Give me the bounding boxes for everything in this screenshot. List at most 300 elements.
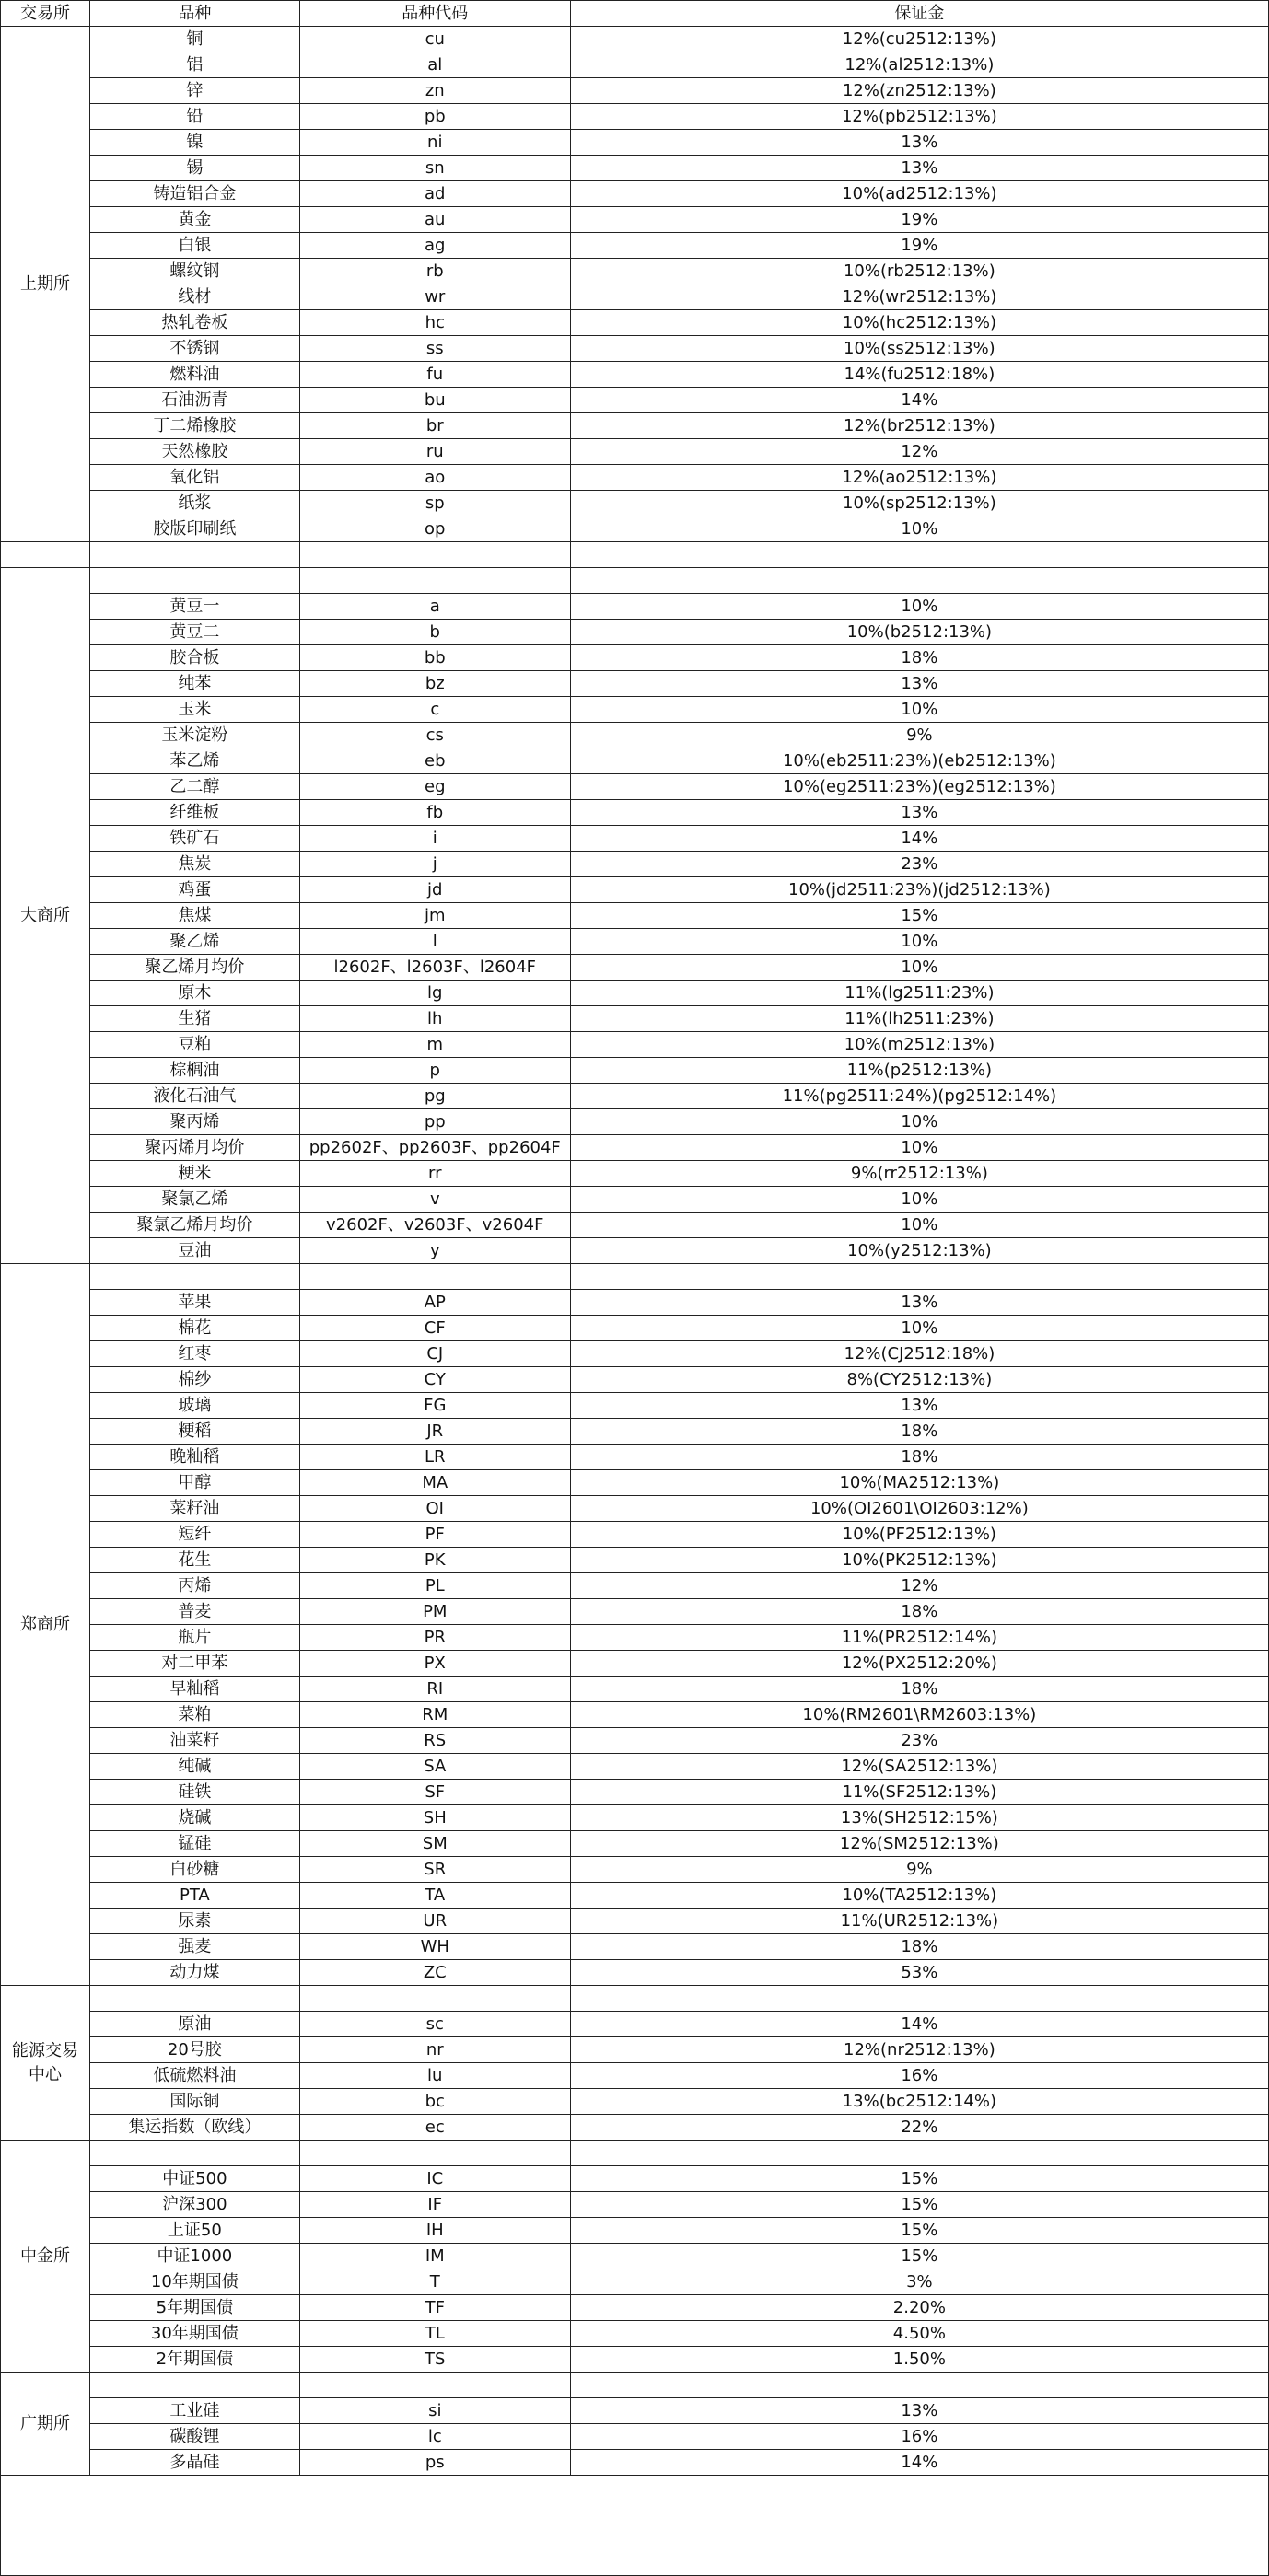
variety-cell: 天然橡胶: [89, 439, 299, 465]
code-cell: ps: [299, 2450, 570, 2476]
table-row: [1, 156, 1269, 181]
code-cell: b: [299, 620, 570, 645]
margin-cell: 13%: [570, 130, 1268, 156]
margin-cell: 11%(PR2512:14%): [570, 1625, 1268, 1651]
code-cell: IC: [299, 2166, 570, 2192]
empty-cell: [570, 2141, 1268, 2166]
code-cell: nr: [299, 2037, 570, 2063]
table-row: [1, 697, 1269, 723]
table-row: [1, 1883, 1269, 1909]
margin-cell: 8%(CY2512:13%): [570, 1367, 1268, 1393]
code-cell: TS: [299, 2347, 570, 2373]
code-cell: au: [299, 207, 570, 233]
margin-cell: 10%: [570, 929, 1268, 955]
variety-cell: 液化石油气: [89, 1084, 299, 1109]
margin-cell: 14%: [570, 2012, 1268, 2037]
empty-cell: [89, 1264, 299, 1290]
variety-cell: 烧碱: [89, 1805, 299, 1831]
margin-cell: 13%(bc2512:14%): [570, 2089, 1268, 2115]
table-row: [1, 1625, 1269, 1651]
code-cell: fu: [299, 362, 570, 388]
table-row: [1, 1084, 1269, 1109]
margin-cell: 11%(p2512:13%): [570, 1058, 1268, 1084]
exchange-cell: 广期所: [1, 2373, 90, 2476]
code-cell: PL: [299, 1573, 570, 1599]
variety-cell: 热轧卷板: [89, 310, 299, 336]
margin-cell: 9%: [570, 723, 1268, 748]
code-cell: IF: [299, 2192, 570, 2218]
code-cell: UR: [299, 1909, 570, 1934]
margin-cell: 12%(wr2512:13%): [570, 284, 1268, 310]
table-row: [1, 233, 1269, 259]
variety-cell: 燃料油: [89, 362, 299, 388]
table-row: [1, 1367, 1269, 1393]
table-row: [1, 2089, 1269, 2115]
variety-cell: 上证50: [89, 2218, 299, 2244]
variety-cell: 菜籽油: [89, 1496, 299, 1522]
margin-cell: 11%(UR2512:13%): [570, 1909, 1268, 1934]
code-cell: RM: [299, 1702, 570, 1728]
code-cell: PR: [299, 1625, 570, 1651]
variety-cell: 焦炭: [89, 852, 299, 877]
variety-cell: 聚乙烯: [89, 929, 299, 955]
variety-cell: 白砂糖: [89, 1857, 299, 1883]
variety-cell: 对二甲苯: [89, 1651, 299, 1677]
variety-cell: 豆油: [89, 1238, 299, 1264]
table-row: [1, 1677, 1269, 1702]
table-row: [1, 491, 1269, 516]
table-row: [1, 104, 1269, 130]
code-cell: T: [299, 2269, 570, 2295]
margin-cell: 10%(jd2511:23%)(jd2512:13%): [570, 877, 1268, 903]
variety-cell: 多晶硅: [89, 2450, 299, 2476]
table-row: [1, 981, 1269, 1006]
margin-cell: 12%(CJ2512:18%): [570, 1341, 1268, 1367]
variety-cell: 碳酸锂: [89, 2424, 299, 2450]
code-cell: SA: [299, 1754, 570, 1780]
margin-cell: 15%: [570, 2218, 1268, 2244]
variety-cell: 原木: [89, 981, 299, 1006]
table-row: [1, 516, 1269, 542]
variety-cell: 尿素: [89, 1909, 299, 1934]
margin-cell: 10%(TA2512:13%): [570, 1883, 1268, 1909]
code-cell: ad: [299, 181, 570, 207]
margin-cell: 10%(ad2512:13%): [570, 181, 1268, 207]
code-cell: TA: [299, 1883, 570, 1909]
margin-cell: 19%: [570, 233, 1268, 259]
margin-cell: 12%: [570, 439, 1268, 465]
code-cell: lg: [299, 981, 570, 1006]
margin-cell: 10%: [570, 697, 1268, 723]
table-row: [1, 2063, 1269, 2089]
variety-cell: 棉纱: [89, 1367, 299, 1393]
code-cell: fb: [299, 800, 570, 826]
code-cell: ni: [299, 130, 570, 156]
code-cell: si: [299, 2398, 570, 2424]
table-row: [1, 1651, 1269, 1677]
code-cell: rr: [299, 1161, 570, 1187]
table-row: [1, 800, 1269, 826]
exchange-cell: 大商所: [1, 568, 90, 1264]
margin-cell: 12%(SM2512:13%): [570, 1831, 1268, 1857]
table-row: [1, 362, 1269, 388]
margin-cell: 16%: [570, 2424, 1268, 2450]
empty-cell: [570, 542, 1268, 568]
variety-cell: 铝: [89, 52, 299, 78]
code-cell: ao: [299, 465, 570, 491]
table-row: [1, 336, 1269, 362]
code-cell: JR: [299, 1419, 570, 1445]
code-cell: IM: [299, 2244, 570, 2269]
code-cell: OI: [299, 1496, 570, 1522]
code-cell: pg: [299, 1084, 570, 1109]
variety-cell: 焦煤: [89, 903, 299, 929]
variety-cell: 铜: [89, 27, 299, 52]
table-header: [1, 1, 1269, 27]
variety-cell: 动力煤: [89, 1960, 299, 1986]
margin-cell: 18%: [570, 1445, 1268, 1470]
table-row: [1, 620, 1269, 645]
variety-cell: 低硫燃料油: [89, 2063, 299, 2089]
variety-cell: 生猪: [89, 1006, 299, 1032]
spacer-row: [1, 2373, 1269, 2398]
margin-cell: 12%: [570, 1573, 1268, 1599]
margin-cell: 23%: [570, 1728, 1268, 1754]
margin-cell: 53%: [570, 1960, 1268, 1986]
variety-cell: 菜粕: [89, 1702, 299, 1728]
variety-cell: 纯苯: [89, 671, 299, 697]
margin-cell: 12%(PX2512:20%): [570, 1651, 1268, 1677]
table-row: [1, 1419, 1269, 1445]
code-cell: PK: [299, 1548, 570, 1573]
empty-cell: [299, 1986, 570, 2012]
margin-cell: 10%(MA2512:13%): [570, 1470, 1268, 1496]
table-row: [1, 1548, 1269, 1573]
code-cell: eb: [299, 748, 570, 774]
margin-cell: 1.50%: [570, 2347, 1268, 2373]
variety-cell: 铁矿石: [89, 826, 299, 852]
table-row: [1, 439, 1269, 465]
variety-cell: 棕榈油: [89, 1058, 299, 1084]
code-cell: m: [299, 1032, 570, 1058]
empty-cell: [89, 2373, 299, 2398]
margin-cell: 9%(rr2512:13%): [570, 1161, 1268, 1187]
exchange-cell: 中金所: [1, 2141, 90, 2373]
variety-cell: 短纤: [89, 1522, 299, 1548]
table-row: [1, 594, 1269, 620]
code-cell: RI: [299, 1677, 570, 1702]
margin-cell: 10%(rb2512:13%): [570, 259, 1268, 284]
table-row: [1, 1341, 1269, 1367]
table-row: [1, 955, 1269, 981]
table-row: [1, 1135, 1269, 1161]
table-row: [1, 774, 1269, 800]
margin-cell: 10%(eb2511:23%)(eb2512:13%): [570, 748, 1268, 774]
margin-cell: 10%(b2512:13%): [570, 620, 1268, 645]
margin-cell: 19%: [570, 207, 1268, 233]
empty-cell: [89, 2141, 299, 2166]
margin-cell: 10%: [570, 955, 1268, 981]
code-cell: FG: [299, 1393, 570, 1419]
variety-cell: 粳稻: [89, 1419, 299, 1445]
variety-cell: 聚丙烯: [89, 1109, 299, 1135]
table-row: [1, 1161, 1269, 1187]
table-body: [1, 27, 1269, 2576]
margin-cell: 10%(eg2511:23%)(eg2512:13%): [570, 774, 1268, 800]
code-cell: pp: [299, 1109, 570, 1135]
code-cell: lh: [299, 1006, 570, 1032]
code-cell: bc: [299, 2089, 570, 2115]
code-cell: op: [299, 516, 570, 542]
variety-cell: 丁二烯橡胶: [89, 413, 299, 439]
variety-cell: 花生: [89, 1548, 299, 1573]
margin-cell: 16%: [570, 2063, 1268, 2089]
code-cell: TF: [299, 2295, 570, 2321]
variety-cell: 国际铜: [89, 2089, 299, 2115]
variety-cell: 红枣: [89, 1341, 299, 1367]
code-cell: ss: [299, 336, 570, 362]
margin-cell: 12%(SA2512:13%): [570, 1754, 1268, 1780]
variety-cell: 豆粕: [89, 1032, 299, 1058]
table-row: [1, 27, 1269, 52]
variety-cell: 乙二醇: [89, 774, 299, 800]
code-cell: RS: [299, 1728, 570, 1754]
margin-cell: 13%(SH2512:15%): [570, 1805, 1268, 1831]
code-cell: lu: [299, 2063, 570, 2089]
code-cell: TL: [299, 2321, 570, 2347]
table-row: [1, 2321, 1269, 2347]
margin-cell: 15%: [570, 903, 1268, 929]
variety-cell: 集运指数（欧线）: [89, 2115, 299, 2141]
code-cell: ru: [299, 439, 570, 465]
margin-cell: 3%: [570, 2269, 1268, 2295]
variety-cell: 20号胶: [89, 2037, 299, 2063]
code-cell: sp: [299, 491, 570, 516]
table-row: [1, 207, 1269, 233]
variety-cell: 螺纹钢: [89, 259, 299, 284]
table-row: [1, 1831, 1269, 1857]
table-row: [1, 1805, 1269, 1831]
margin-cell: 11%(lg2511:23%): [570, 981, 1268, 1006]
variety-cell: 铅: [89, 104, 299, 130]
code-cell: j: [299, 852, 570, 877]
variety-cell: 不锈钢: [89, 336, 299, 362]
margin-cell: 12%(al2512:13%): [570, 52, 1268, 78]
code-cell: v2602F、v2603F、v2604F: [299, 1213, 570, 1238]
table-row: [1, 2012, 1269, 2037]
empty-cell: [570, 2373, 1268, 2398]
margin-cell: 4.50%: [570, 2321, 1268, 2347]
code-cell: i: [299, 826, 570, 852]
margin-cell: 18%: [570, 1677, 1268, 1702]
table-row: [1, 723, 1269, 748]
table-row: [1, 1496, 1269, 1522]
variety-cell: 30年期国债: [89, 2321, 299, 2347]
variety-cell: 硅铁: [89, 1780, 299, 1805]
variety-cell: 甲醇: [89, 1470, 299, 1496]
code-cell: PF: [299, 1522, 570, 1548]
table-row: [1, 1573, 1269, 1599]
code-cell: l: [299, 929, 570, 955]
margin-cell: 14%: [570, 2450, 1268, 2476]
empty-cell: [299, 2141, 570, 2166]
table-row: [1, 1238, 1269, 1264]
empty-cell: [570, 1264, 1268, 1290]
code-cell: CF: [299, 1316, 570, 1341]
table-row: [1, 2192, 1269, 2218]
table-row: [1, 259, 1269, 284]
code-cell: br: [299, 413, 570, 439]
table-row: [1, 1780, 1269, 1805]
table-row: [1, 1960, 1269, 1986]
variety-cell: 晚籼稻: [89, 1445, 299, 1470]
margin-cell: 10%(RM2601\RM2603:13%): [570, 1702, 1268, 1728]
table-row: [1, 1213, 1269, 1238]
variety-cell: 早籼稻: [89, 1677, 299, 1702]
empty-cell: [299, 1264, 570, 1290]
variety-cell: 玻璃: [89, 1393, 299, 1419]
table-row: [1, 1109, 1269, 1135]
table-row: [1, 130, 1269, 156]
variety-cell: 鸡蛋: [89, 877, 299, 903]
code-cell: sn: [299, 156, 570, 181]
header-margin: 保证金: [570, 1, 1268, 27]
table-row: [1, 1599, 1269, 1625]
empty-cell: [570, 568, 1268, 594]
table-row: [1, 748, 1269, 774]
margin-cell: 11%(SF2512:13%): [570, 1780, 1268, 1805]
margin-cell: 13%: [570, 1290, 1268, 1316]
margin-cell: 14%(fu2512:18%): [570, 362, 1268, 388]
margin-cell: 10%(m2512:13%): [570, 1032, 1268, 1058]
empty-cell: [89, 1986, 299, 2012]
variety-cell: 沪深300: [89, 2192, 299, 2218]
table-row: [1, 1522, 1269, 1548]
margin-cell: 12%(br2512:13%): [570, 413, 1268, 439]
spacer-row: [1, 1264, 1269, 1290]
table-row: [1, 877, 1269, 903]
table-row: [1, 310, 1269, 336]
margin-cell: 12%(zn2512:13%): [570, 78, 1268, 104]
variety-cell: 聚丙烯月均价: [89, 1135, 299, 1161]
variety-cell: 锰硅: [89, 1831, 299, 1857]
margin-cell: 14%: [570, 826, 1268, 852]
code-cell: SM: [299, 1831, 570, 1857]
table-row: [1, 1316, 1269, 1341]
variety-cell: 聚氯乙烯月均价: [89, 1213, 299, 1238]
table-row: [1, 929, 1269, 955]
margin-cell: 15%: [570, 2192, 1268, 2218]
table-row: [1, 2424, 1269, 2450]
code-cell: l2602F、l2603F、l2604F: [299, 955, 570, 981]
variety-cell: 原油: [89, 2012, 299, 2037]
table-row: [1, 52, 1269, 78]
variety-cell: 黄豆二: [89, 620, 299, 645]
code-cell: v: [299, 1187, 570, 1213]
variety-cell: 苯乙烯: [89, 748, 299, 774]
code-cell: SR: [299, 1857, 570, 1883]
margin-cell: 10%: [570, 516, 1268, 542]
table-row: [1, 181, 1269, 207]
variety-cell: 线材: [89, 284, 299, 310]
code-cell: lc: [299, 2424, 570, 2450]
margin-cell: 12%(pb2512:13%): [570, 104, 1268, 130]
code-cell: CY: [299, 1367, 570, 1393]
variety-cell: 强麦: [89, 1934, 299, 1960]
code-cell: jd: [299, 877, 570, 903]
code-cell: c: [299, 697, 570, 723]
code-cell: MA: [299, 1470, 570, 1496]
empty-cell: [1, 542, 90, 568]
code-cell: eg: [299, 774, 570, 800]
code-cell: bz: [299, 671, 570, 697]
code-cell: y: [299, 1238, 570, 1264]
table-row: [1, 1032, 1269, 1058]
table-row: [1, 2115, 1269, 2141]
variety-cell: 黄金: [89, 207, 299, 233]
table-row: [1, 1754, 1269, 1780]
code-cell: PM: [299, 1599, 570, 1625]
code-cell: ec: [299, 2115, 570, 2141]
margin-cell: 14%: [570, 388, 1268, 413]
spacer-row: [1, 1986, 1269, 2012]
table-row: [1, 2398, 1269, 2424]
code-cell: ag: [299, 233, 570, 259]
margin-cell: 12%(ao2512:13%): [570, 465, 1268, 491]
table-row: [1, 1470, 1269, 1496]
empty-cell: [299, 2373, 570, 2398]
variety-cell: 聚氯乙烯: [89, 1187, 299, 1213]
variety-cell: 粳米: [89, 1161, 299, 1187]
table-row: [1, 671, 1269, 697]
variety-cell: 氧化铝: [89, 465, 299, 491]
margin-cell: 10%: [570, 1109, 1268, 1135]
margin-cell: 10%: [570, 594, 1268, 620]
variety-cell: 工业硅: [89, 2398, 299, 2424]
margin-cell: 10%(hc2512:13%): [570, 310, 1268, 336]
code-cell: zn: [299, 78, 570, 104]
code-cell: hc: [299, 310, 570, 336]
table-row: [1, 903, 1269, 929]
empty-cell: [570, 1986, 1268, 2012]
code-cell: p: [299, 1058, 570, 1084]
code-cell: cu: [299, 27, 570, 52]
empty-cell: [299, 568, 570, 594]
variety-cell: 纯碱: [89, 1754, 299, 1780]
variety-cell: 棉花: [89, 1316, 299, 1341]
variety-cell: 锌: [89, 78, 299, 104]
table-row: [1, 413, 1269, 439]
code-cell: SF: [299, 1780, 570, 1805]
margin-cell: 15%: [570, 2166, 1268, 2192]
variety-cell: 中证1000: [89, 2244, 299, 2269]
code-cell: LR: [299, 1445, 570, 1470]
empty-cell: [299, 542, 570, 568]
margin-cell: 10%(sp2512:13%): [570, 491, 1268, 516]
margin-cell: 13%: [570, 800, 1268, 826]
table-row: [1, 388, 1269, 413]
empty-cell: [89, 542, 299, 568]
table-row: [1, 465, 1269, 491]
margin-cell: 10%(ss2512:13%): [570, 336, 1268, 362]
exchange-cell: 能源交易中心: [1, 1986, 90, 2141]
variety-cell: 镍: [89, 130, 299, 156]
margin-cell: 12%(nr2512:13%): [570, 2037, 1268, 2063]
table-row: [1, 2218, 1269, 2244]
margin-cell: 18%: [570, 1934, 1268, 1960]
table-row: [1, 1909, 1269, 1934]
margin-cell: 10%: [570, 1135, 1268, 1161]
